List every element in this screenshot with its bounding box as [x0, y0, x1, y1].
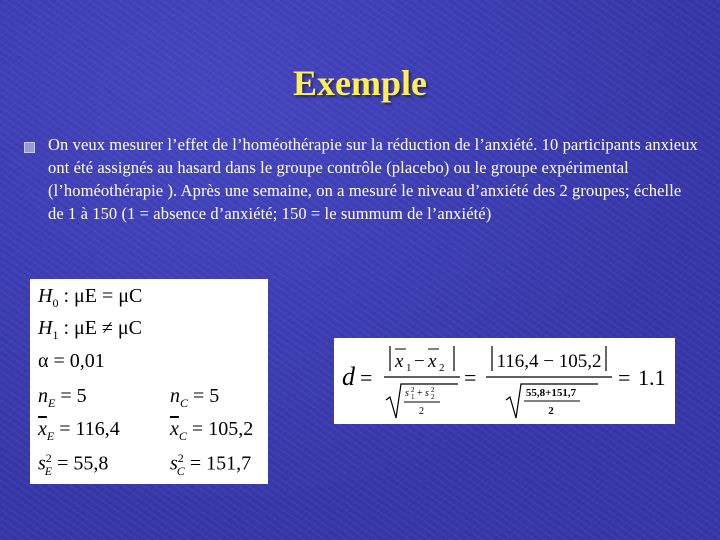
- mean-difference-values: 116,4 − 105,2: [496, 351, 602, 372]
- xbar1-index: 1: [406, 362, 412, 374]
- xbar2-index: 2: [439, 362, 445, 374]
- minus-sign: −: [414, 351, 425, 372]
- d-symbol: d: [342, 362, 355, 391]
- null-hypothesis: $H_0$ : μE = μC: [38, 285, 143, 310]
- sample-size-experimental: $n_E = 5$: [38, 385, 87, 410]
- mean-experimental: $\overline{x}_E = 116,4$: [38, 418, 120, 443]
- s1-index: 1: [411, 393, 415, 401]
- s2-power: 2: [431, 386, 435, 394]
- s2-index: 2: [431, 393, 435, 401]
- effect-size-formula: [334, 338, 675, 424]
- equals-sign-2: =: [464, 365, 477, 390]
- inner-denominator-2: 2: [548, 405, 554, 417]
- xbar1: x: [395, 351, 404, 372]
- alpha-level: α = 0,01: [38, 350, 105, 372]
- sample-size-control: $n_C = 5$: [170, 385, 220, 410]
- mean-control: $\overline{x}_C = 105,2$: [170, 418, 254, 443]
- s2-squared: s: [425, 388, 429, 399]
- bullet-square-icon: [24, 142, 35, 153]
- s1-power: 2: [411, 386, 415, 394]
- equals-sign-1: =: [360, 365, 373, 390]
- equals-sign-3: =: [618, 365, 631, 390]
- inner-denominator-1: 2: [419, 406, 424, 417]
- effect-size-box: [334, 338, 675, 424]
- s1-squared: s: [405, 388, 409, 399]
- alternative-hypothesis: $H_1$ : μE ≠ μC: [38, 317, 142, 342]
- plus-sign-1: +: [417, 388, 423, 399]
- hypotheses-box: [30, 279, 268, 484]
- variance-control: $s^2_C = 151,7$: [170, 451, 252, 478]
- variance-experimental: $s^2_E = 55,8$: [38, 451, 109, 478]
- variance-sum-values: 55,8+151,7: [525, 387, 577, 399]
- xbar2: x: [428, 351, 437, 372]
- slide-title: Exemple: [293, 63, 427, 103]
- problem-statement: On veux mesurer l’effet de l’homéothérapie sur la réduction de l’anxiété. 10 participants anxieux ont été assignés au hasard dans le groupe contrôle (placebo) ou le groupe expérimental (l’homéothérapie ). Après une semaine, on a mesuré le niveau d’anxiété des 2 groupes; échelle de 1 à 150 (1 = absence d’anxiété; 150 = le summum de l’anxiété): [48, 135, 698, 223]
- effect-size-result: 1.1: [638, 365, 666, 390]
